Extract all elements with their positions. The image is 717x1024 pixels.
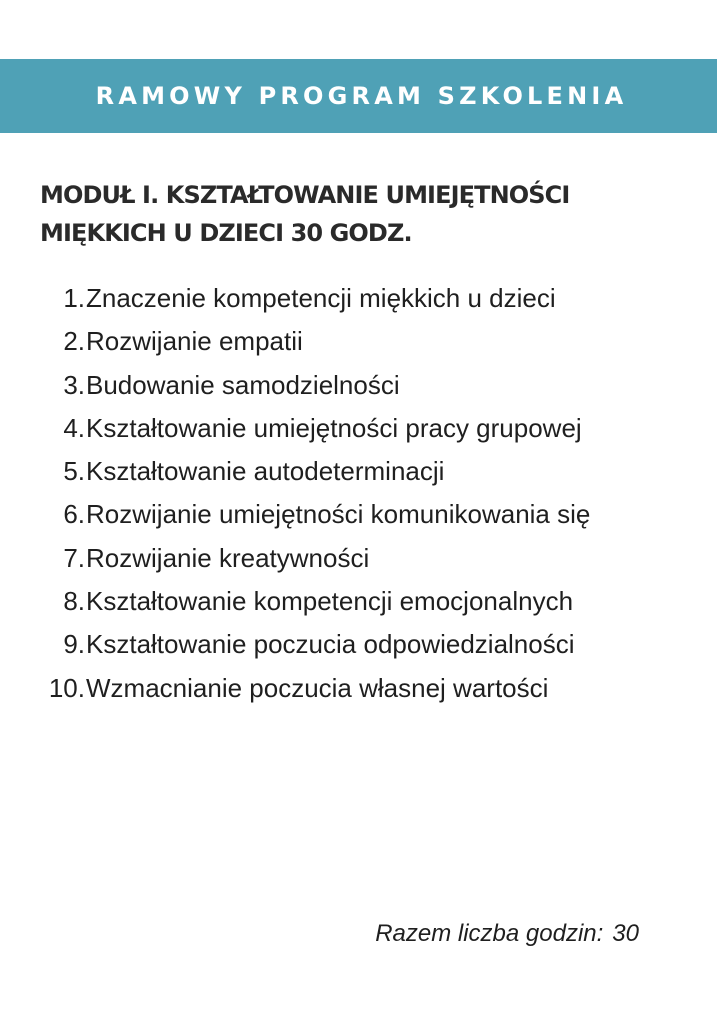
list-item: [0, 629, 717, 672]
list-item-number: 3.: [63, 369, 85, 400]
list-item: [0, 283, 717, 326]
list-item-label: Kształtowanie kompetencji emocjonalnych: [86, 586, 574, 617]
list-item: [0, 370, 717, 413]
list-item: [0, 326, 717, 369]
list-item-number: 5.: [63, 456, 85, 487]
total-hours-label: Razem liczba godzin:: [375, 920, 604, 947]
total-hours: [375, 920, 639, 948]
module-title-line-2: MIĘKKICH U DZIECI 30 GODZ.: [40, 219, 412, 247]
list-item-label: Budowanie samodzielności: [86, 369, 400, 400]
topic-list: [0, 283, 717, 716]
list-item: [0, 673, 717, 716]
list-item-number: 10.: [48, 672, 85, 703]
list-item-number: 6.: [63, 499, 85, 530]
list-item-number: 8.: [63, 586, 85, 617]
list-item: [0, 413, 717, 456]
list-item: [0, 543, 717, 586]
list-item-label: Rozwijanie kreatywności: [86, 542, 370, 573]
header-band: [0, 59, 717, 133]
list-item-number: 7.: [63, 542, 85, 573]
list-item-number: 1.: [63, 283, 85, 313]
list-item: [0, 456, 717, 499]
list-item-label: Znaczenie kompetencji miękkich u dzieci: [86, 283, 556, 313]
module-title: [40, 176, 690, 252]
list-item: [0, 586, 717, 629]
list-item-label: Kształtowanie poczucia odpowiedzialności: [86, 629, 575, 660]
list-item-label: Wzmacnianie poczucia własnej wartości: [86, 672, 549, 703]
list-item-label: Rozwijanie empatii: [86, 326, 303, 357]
list-item-number: 2.: [63, 326, 85, 357]
total-hours-value: 30: [612, 920, 639, 947]
list-item-number: 9.: [63, 629, 85, 660]
list-item: [0, 499, 717, 542]
list-item-label: Kształtowanie autodeterminacji: [86, 456, 445, 487]
module-title-line-1: MODUŁ I. KSZTAŁTOWANIE UMIEJĘTNOŚCI: [40, 181, 570, 209]
list-item-number: 4.: [63, 412, 85, 443]
list-item-label: Rozwijanie umiejętności komunikowania się: [86, 499, 591, 530]
page-title: RAMOWY PROGRAM SZKOLENIA: [95, 82, 628, 110]
list-item-label: Kształtowanie umiejętności pracy grupowej: [86, 412, 582, 443]
